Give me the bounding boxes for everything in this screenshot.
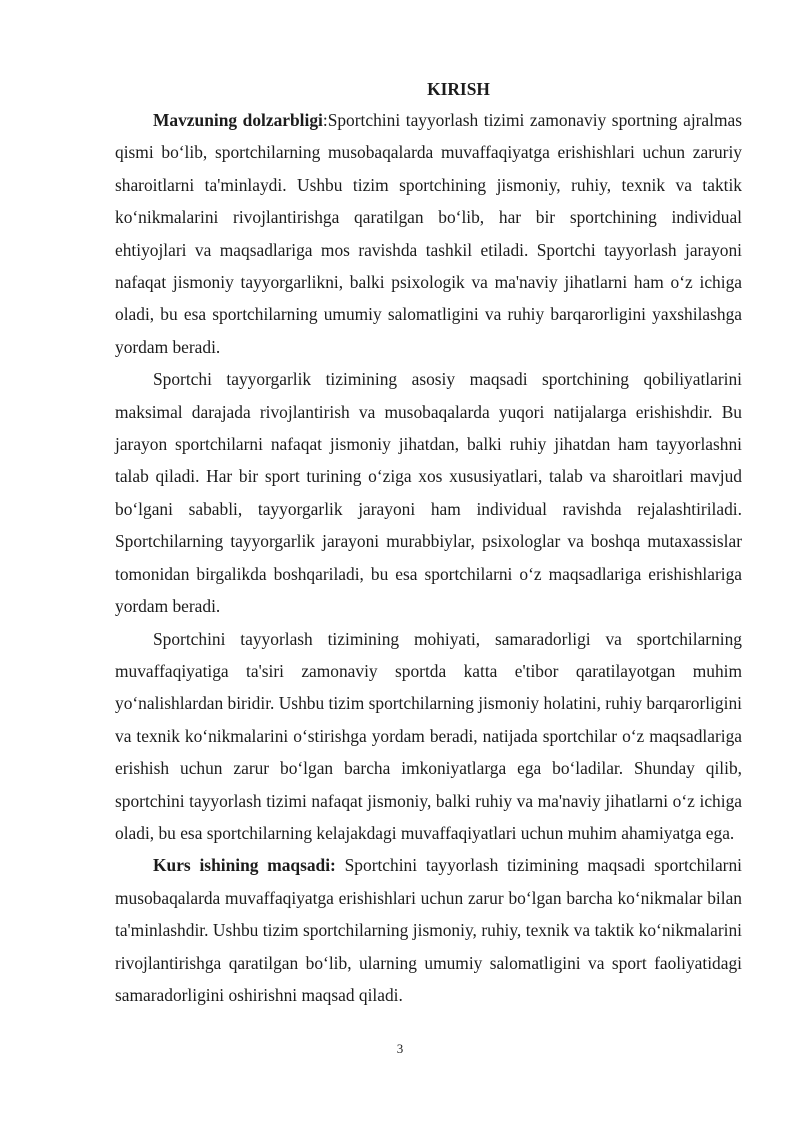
paragraph-text: Sportchi tayyorgarlik tizimining asosiy maqsadi sportchining qobiliyatlarini maksimal darajada rivojlantirish va musobaqalarda yuqori natijalarga erishishdir. Bu jarayon sportchilarni nafaqat jismoniy jihatdan, balki ruhiy jihatdan ham tayyorlashni talab qiladi. Har bir sport turining o‘ziga xos xususiyatlari, talab va sharoitlari mavjud bo‘lgani sababli, tayyorgarlik jarayoni ham individual ravishda rejalashtiriladi. Sportchilarning tayyorgarlik jarayoni murabbiylar, psixologlar va boshqa mutaxassislar tomonidan birgalikda boshqariladi, bu esa sportchilarni o‘z maqsadlariga erishishlariga yordam beradi. (115, 369, 742, 617)
paragraph-essence (115, 623, 742, 850)
paragraph-lead: Mavzuning dolzarbligi (153, 110, 323, 130)
paragraph-relevance (115, 104, 742, 363)
paragraph-goal-of-system (115, 363, 742, 622)
paragraph-text: Sportchini tayyorlash tizimining mohiyati, samaradorligi va sportchilarning muvaffaqiyatiga ta'siri zamonaviy sportda katta e'tibor qaratilayotgan muhim yo‘nalishlardan biridir. Ushbu tizim sportchilarning jismoniy holatini, ruhiy barqarorligini va texnik ko‘nikmalarini o‘stirishga yordam beradi, natijada sportchilar o‘z maqsadlariga erishish uchun zarur bo‘lgan barcha imkoniyatlarga ega bo‘ladilar. Shunday qilib, sportchini tayyorlash tizimi nafaqat jismoniy, balki ruhiy va ma'naviy jihatlarni o‘z ichiga oladi, bu esa sportchilarning kelajakdagi muvaffaqiyatlari uchun muhim ahamiyatga ega. (115, 628, 742, 843)
paragraph-course-aim (115, 849, 742, 1011)
page-number: 3 (396, 1041, 404, 1056)
section-title: KIRISH (427, 79, 490, 99)
paragraph-text: Sportchini tayyorlash tizimining maqsadi sportchilarni musobaqalarda muvaffaqiyatga erishishlari uchun zarur bo‘lgan barcha ko‘nikmalar bilan ta'minlashdir. Ushbu tizim sportchilarning jismoniy, ruhiy, texnik va taktik ko‘nikmalarini rivojlantirishga qaratilgan bo‘lib, ularning umumiy salomatligini va sport faoliyatidagi samaradorligini oshirishni maqsad qiladi. (115, 855, 742, 1005)
page-content (115, 74, 742, 1011)
paragraph-lead: Kurs ishining maqsadi: (153, 855, 336, 876)
paragraph-text: :Sportchini tayyorlash tizimi zamonaviy sportning ajralmas qismi bo‘lib, sportchilarning musobaqalarda muvaffaqiyatga erishishlari uchun zaruriy sharoitlarni ta'minlaydi. Ushbu tizim sportchining jismoniy, ruhiy, texnik va taktik ko‘nikmalarini rivojlantirishga qaratilgan bo‘lib, har bir sportchining individual ehtiyojlari va maqsadlariga mos ravishda tashkil etiladi. Sportchi tayyorlash jarayoni nafaqat jismoniy tayyorgarlikni, balki psixologik va ma'naviy jihatlarni ham o‘z ichiga oladi, bu esa sportchilarning umumiy salomatligini va ruhiy barqarorligini yaxshilashga yordam beradi. (115, 110, 742, 357)
